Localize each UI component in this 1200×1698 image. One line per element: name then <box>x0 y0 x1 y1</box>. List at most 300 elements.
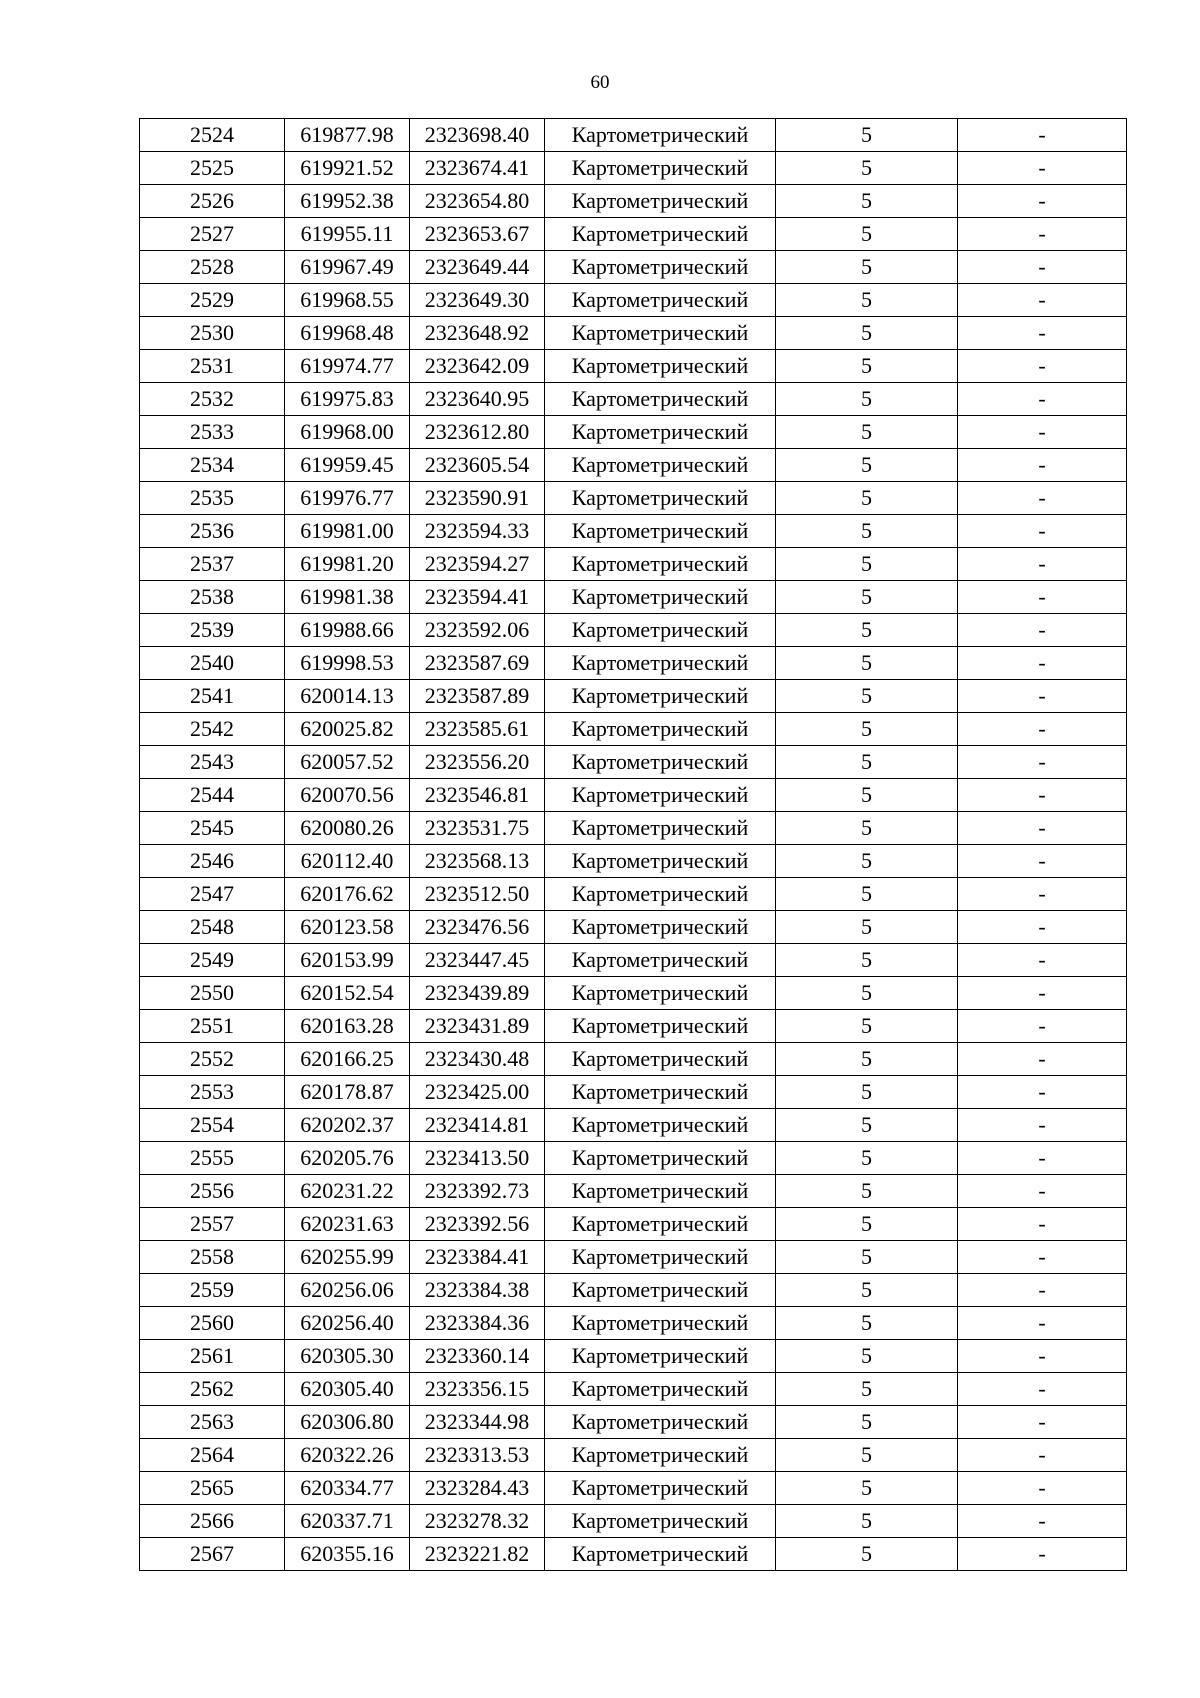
method-cell: Картометрический <box>545 119 776 152</box>
accuracy-cell: 5 <box>776 614 958 647</box>
accuracy-cell: 5 <box>776 713 958 746</box>
x-coordinate-cell: 620256.06 <box>285 1274 410 1307</box>
y-coordinate-cell: 2323642.09 <box>410 350 545 383</box>
x-coordinate-cell: 620202.37 <box>285 1109 410 1142</box>
note-cell: - <box>958 614 1127 647</box>
point-number-cell: 2559 <box>140 1274 285 1307</box>
y-coordinate-cell: 2323640.95 <box>410 383 545 416</box>
x-coordinate-cell: 619975.83 <box>285 383 410 416</box>
method-cell: Картометрический <box>545 1109 776 1142</box>
method-cell: Картометрический <box>545 1208 776 1241</box>
y-coordinate-cell: 2323531.75 <box>410 812 545 845</box>
accuracy-cell: 5 <box>776 1505 958 1538</box>
point-number-cell: 2563 <box>140 1406 285 1439</box>
x-coordinate-cell: 619968.00 <box>285 416 410 449</box>
accuracy-cell: 5 <box>776 251 958 284</box>
y-coordinate-cell: 2323654.80 <box>410 185 545 218</box>
point-number-cell: 2545 <box>140 812 285 845</box>
x-coordinate-cell: 620205.76 <box>285 1142 410 1175</box>
y-coordinate-cell: 2323594.27 <box>410 548 545 581</box>
point-number-cell: 2564 <box>140 1439 285 1472</box>
accuracy-cell: 5 <box>776 779 958 812</box>
table-row <box>140 152 1127 185</box>
x-coordinate-cell: 620014.13 <box>285 680 410 713</box>
coordinates-table <box>139 118 1127 1571</box>
accuracy-cell: 5 <box>776 1043 958 1076</box>
method-cell: Картометрический <box>545 1241 776 1274</box>
table-row <box>140 482 1127 515</box>
table-row <box>140 812 1127 845</box>
method-cell: Картометрический <box>545 944 776 977</box>
note-cell: - <box>958 1274 1127 1307</box>
accuracy-cell: 5 <box>776 1010 958 1043</box>
x-coordinate-cell: 619976.77 <box>285 482 410 515</box>
method-cell: Картометрический <box>545 779 776 812</box>
note-cell: - <box>958 1142 1127 1175</box>
x-coordinate-cell: 620305.30 <box>285 1340 410 1373</box>
note-cell: - <box>958 812 1127 845</box>
note-cell: - <box>958 1109 1127 1142</box>
y-coordinate-cell: 2323414.81 <box>410 1109 545 1142</box>
table-row <box>140 185 1127 218</box>
x-coordinate-cell: 620080.26 <box>285 812 410 845</box>
x-coordinate-cell: 620322.26 <box>285 1439 410 1472</box>
x-coordinate-cell: 620112.40 <box>285 845 410 878</box>
x-coordinate-cell: 619877.98 <box>285 119 410 152</box>
point-number-cell: 2552 <box>140 1043 285 1076</box>
note-cell: - <box>958 1538 1127 1571</box>
table-row <box>140 1043 1127 1076</box>
x-coordinate-cell: 620256.40 <box>285 1307 410 1340</box>
accuracy-cell: 5 <box>776 482 958 515</box>
accuracy-cell: 5 <box>776 1076 958 1109</box>
note-cell: - <box>958 680 1127 713</box>
accuracy-cell: 5 <box>776 944 958 977</box>
x-coordinate-cell: 620255.99 <box>285 1241 410 1274</box>
x-coordinate-cell: 619959.45 <box>285 449 410 482</box>
table-row <box>140 1241 1127 1274</box>
x-coordinate-cell: 619981.00 <box>285 515 410 548</box>
table-row <box>140 1439 1127 1472</box>
x-coordinate-cell: 620070.56 <box>285 779 410 812</box>
note-cell: - <box>958 416 1127 449</box>
y-coordinate-cell: 2323568.13 <box>410 845 545 878</box>
method-cell: Картометрический <box>545 1076 776 1109</box>
point-number-cell: 2543 <box>140 746 285 779</box>
note-cell: - <box>958 1208 1127 1241</box>
y-coordinate-cell: 2323556.20 <box>410 746 545 779</box>
y-coordinate-cell: 2323278.32 <box>410 1505 545 1538</box>
point-number-cell: 2527 <box>140 218 285 251</box>
table-row <box>140 251 1127 284</box>
method-cell: Картометрический <box>545 383 776 416</box>
method-cell: Картометрический <box>545 482 776 515</box>
accuracy-cell: 5 <box>776 1340 958 1373</box>
y-coordinate-cell: 2323384.38 <box>410 1274 545 1307</box>
table-row <box>140 284 1127 317</box>
y-coordinate-cell: 2323431.89 <box>410 1010 545 1043</box>
y-coordinate-cell: 2323674.41 <box>410 152 545 185</box>
point-number-cell: 2536 <box>140 515 285 548</box>
accuracy-cell: 5 <box>776 1307 958 1340</box>
y-coordinate-cell: 2323430.48 <box>410 1043 545 1076</box>
point-number-cell: 2533 <box>140 416 285 449</box>
note-cell: - <box>958 185 1127 218</box>
note-cell: - <box>958 317 1127 350</box>
table-row <box>140 680 1127 713</box>
x-coordinate-cell: 620057.52 <box>285 746 410 779</box>
table-row <box>140 317 1127 350</box>
table-row <box>140 614 1127 647</box>
table-row <box>140 1109 1127 1142</box>
point-number-cell: 2542 <box>140 713 285 746</box>
method-cell: Картометрический <box>545 251 776 284</box>
note-cell: - <box>958 779 1127 812</box>
y-coordinate-cell: 2323585.61 <box>410 713 545 746</box>
note-cell: - <box>958 911 1127 944</box>
method-cell: Картометрический <box>545 911 776 944</box>
table-row <box>140 1538 1127 1571</box>
table-row <box>140 581 1127 614</box>
point-number-cell: 2531 <box>140 350 285 383</box>
note-cell: - <box>958 944 1127 977</box>
point-number-cell: 2558 <box>140 1241 285 1274</box>
point-number-cell: 2529 <box>140 284 285 317</box>
point-number-cell: 2557 <box>140 1208 285 1241</box>
table-row <box>140 845 1127 878</box>
table-row <box>140 1340 1127 1373</box>
y-coordinate-cell: 2323392.56 <box>410 1208 545 1241</box>
note-cell: - <box>958 482 1127 515</box>
point-number-cell: 2556 <box>140 1175 285 1208</box>
note-cell: - <box>958 581 1127 614</box>
y-coordinate-cell: 2323698.40 <box>410 119 545 152</box>
y-coordinate-cell: 2323587.89 <box>410 680 545 713</box>
y-coordinate-cell: 2323648.92 <box>410 317 545 350</box>
method-cell: Картометрический <box>545 614 776 647</box>
table-row <box>140 548 1127 581</box>
point-number-cell: 2562 <box>140 1373 285 1406</box>
point-number-cell: 2551 <box>140 1010 285 1043</box>
accuracy-cell: 5 <box>776 449 958 482</box>
y-coordinate-cell: 2323512.50 <box>410 878 545 911</box>
y-coordinate-cell: 2323356.15 <box>410 1373 545 1406</box>
page-number: 60 <box>590 72 610 93</box>
point-number-cell: 2547 <box>140 878 285 911</box>
note-cell: - <box>958 284 1127 317</box>
accuracy-cell: 5 <box>776 1241 958 1274</box>
y-coordinate-cell: 2323392.73 <box>410 1175 545 1208</box>
accuracy-cell: 5 <box>776 581 958 614</box>
note-cell: - <box>958 845 1127 878</box>
accuracy-cell: 5 <box>776 977 958 1010</box>
x-coordinate-cell: 619968.55 <box>285 284 410 317</box>
y-coordinate-cell: 2323605.54 <box>410 449 545 482</box>
note-cell: - <box>958 1076 1127 1109</box>
method-cell: Картометрический <box>545 1472 776 1505</box>
accuracy-cell: 5 <box>776 515 958 548</box>
method-cell: Картометрический <box>545 713 776 746</box>
method-cell: Картометрический <box>545 581 776 614</box>
method-cell: Картометрический <box>545 746 776 779</box>
table-row <box>140 1307 1127 1340</box>
point-number-cell: 2548 <box>140 911 285 944</box>
table-row <box>140 944 1127 977</box>
method-cell: Картометрический <box>545 647 776 680</box>
y-coordinate-cell: 2323360.14 <box>410 1340 545 1373</box>
note-cell: - <box>958 1406 1127 1439</box>
method-cell: Картометрический <box>545 1439 776 1472</box>
x-coordinate-cell: 620152.54 <box>285 977 410 1010</box>
x-coordinate-cell: 620355.16 <box>285 1538 410 1571</box>
note-cell: - <box>958 1505 1127 1538</box>
note-cell: - <box>958 218 1127 251</box>
accuracy-cell: 5 <box>776 1472 958 1505</box>
accuracy-cell: 5 <box>776 1373 958 1406</box>
accuracy-cell: 5 <box>776 878 958 911</box>
method-cell: Картометрический <box>545 1538 776 1571</box>
method-cell: Картометрический <box>545 350 776 383</box>
table-row <box>140 1373 1127 1406</box>
note-cell: - <box>958 515 1127 548</box>
accuracy-cell: 5 <box>776 1439 958 1472</box>
point-number-cell: 2540 <box>140 647 285 680</box>
accuracy-cell: 5 <box>776 152 958 185</box>
table-row <box>140 713 1127 746</box>
point-number-cell: 2532 <box>140 383 285 416</box>
point-number-cell: 2566 <box>140 1505 285 1538</box>
note-cell: - <box>958 1241 1127 1274</box>
table-row <box>140 911 1127 944</box>
note-cell: - <box>958 1175 1127 1208</box>
method-cell: Картометрический <box>545 284 776 317</box>
y-coordinate-cell: 2323425.00 <box>410 1076 545 1109</box>
point-number-cell: 2550 <box>140 977 285 1010</box>
note-cell: - <box>958 251 1127 284</box>
point-number-cell: 2549 <box>140 944 285 977</box>
coordinates-table-body <box>140 119 1127 1571</box>
method-cell: Картометрический <box>545 548 776 581</box>
y-coordinate-cell: 2323413.50 <box>410 1142 545 1175</box>
note-cell: - <box>958 1373 1127 1406</box>
y-coordinate-cell: 2323284.43 <box>410 1472 545 1505</box>
method-cell: Картометрический <box>545 1505 776 1538</box>
method-cell: Картометрический <box>545 1175 776 1208</box>
table-row <box>140 218 1127 251</box>
table-row <box>140 647 1127 680</box>
x-coordinate-cell: 620231.22 <box>285 1175 410 1208</box>
accuracy-cell: 5 <box>776 1208 958 1241</box>
method-cell: Картометрический <box>545 185 776 218</box>
x-coordinate-cell: 619952.38 <box>285 185 410 218</box>
note-cell: - <box>958 647 1127 680</box>
note-cell: - <box>958 1472 1127 1505</box>
table-row <box>140 1175 1127 1208</box>
accuracy-cell: 5 <box>776 284 958 317</box>
table-row <box>140 1472 1127 1505</box>
accuracy-cell: 5 <box>776 1406 958 1439</box>
point-number-cell: 2537 <box>140 548 285 581</box>
point-number-cell: 2535 <box>140 482 285 515</box>
method-cell: Картометрический <box>545 152 776 185</box>
method-cell: Картометрический <box>545 416 776 449</box>
y-coordinate-cell: 2323384.36 <box>410 1307 545 1340</box>
point-number-cell: 2555 <box>140 1142 285 1175</box>
point-number-cell: 2528 <box>140 251 285 284</box>
table-row <box>140 1274 1127 1307</box>
method-cell: Картометрический <box>545 977 776 1010</box>
y-coordinate-cell: 2323546.81 <box>410 779 545 812</box>
y-coordinate-cell: 2323313.53 <box>410 1439 545 1472</box>
table-row <box>140 1076 1127 1109</box>
x-coordinate-cell: 620231.63 <box>285 1208 410 1241</box>
x-coordinate-cell: 620178.87 <box>285 1076 410 1109</box>
x-coordinate-cell: 620176.62 <box>285 878 410 911</box>
point-number-cell: 2561 <box>140 1340 285 1373</box>
point-number-cell: 2539 <box>140 614 285 647</box>
table-row <box>140 119 1127 152</box>
note-cell: - <box>958 746 1127 779</box>
accuracy-cell: 5 <box>776 647 958 680</box>
method-cell: Картометрический <box>545 878 776 911</box>
point-number-cell: 2546 <box>140 845 285 878</box>
table-row <box>140 1505 1127 1538</box>
x-coordinate-cell: 620305.40 <box>285 1373 410 1406</box>
point-number-cell: 2560 <box>140 1307 285 1340</box>
note-cell: - <box>958 449 1127 482</box>
accuracy-cell: 5 <box>776 350 958 383</box>
note-cell: - <box>958 119 1127 152</box>
note-cell: - <box>958 1043 1127 1076</box>
accuracy-cell: 5 <box>776 680 958 713</box>
x-coordinate-cell: 620025.82 <box>285 713 410 746</box>
note-cell: - <box>958 878 1127 911</box>
x-coordinate-cell: 619921.52 <box>285 152 410 185</box>
method-cell: Картометрический <box>545 1142 776 1175</box>
y-coordinate-cell: 2323612.80 <box>410 416 545 449</box>
accuracy-cell: 5 <box>776 746 958 779</box>
point-number-cell: 2534 <box>140 449 285 482</box>
table-row <box>140 1142 1127 1175</box>
point-number-cell: 2567 <box>140 1538 285 1571</box>
accuracy-cell: 5 <box>776 812 958 845</box>
point-number-cell: 2565 <box>140 1472 285 1505</box>
note-cell: - <box>958 383 1127 416</box>
x-coordinate-cell: 620166.25 <box>285 1043 410 1076</box>
method-cell: Картометрический <box>545 1010 776 1043</box>
note-cell: - <box>958 977 1127 1010</box>
x-coordinate-cell: 619988.66 <box>285 614 410 647</box>
accuracy-cell: 5 <box>776 1175 958 1208</box>
accuracy-cell: 5 <box>776 911 958 944</box>
y-coordinate-cell: 2323649.44 <box>410 251 545 284</box>
y-coordinate-cell: 2323447.45 <box>410 944 545 977</box>
accuracy-cell: 5 <box>776 548 958 581</box>
x-coordinate-cell: 619967.49 <box>285 251 410 284</box>
note-cell: - <box>958 1340 1127 1373</box>
table-row <box>140 1208 1127 1241</box>
y-coordinate-cell: 2323221.82 <box>410 1538 545 1571</box>
table-row <box>140 1010 1127 1043</box>
table-row <box>140 350 1127 383</box>
note-cell: - <box>958 1439 1127 1472</box>
note-cell: - <box>958 548 1127 581</box>
x-coordinate-cell: 619955.11 <box>285 218 410 251</box>
accuracy-cell: 5 <box>776 317 958 350</box>
accuracy-cell: 5 <box>776 119 958 152</box>
note-cell: - <box>958 1307 1127 1340</box>
note-cell: - <box>958 152 1127 185</box>
note-cell: - <box>958 350 1127 383</box>
accuracy-cell: 5 <box>776 845 958 878</box>
method-cell: Картометрический <box>545 1307 776 1340</box>
method-cell: Картометрический <box>545 449 776 482</box>
x-coordinate-cell: 620163.28 <box>285 1010 410 1043</box>
y-coordinate-cell: 2323649.30 <box>410 284 545 317</box>
x-coordinate-cell: 620334.77 <box>285 1472 410 1505</box>
method-cell: Картометрический <box>545 218 776 251</box>
table-row <box>140 779 1127 812</box>
y-coordinate-cell: 2323384.41 <box>410 1241 545 1274</box>
x-coordinate-cell: 619968.48 <box>285 317 410 350</box>
method-cell: Картометрический <box>545 1274 776 1307</box>
point-number-cell: 2525 <box>140 152 285 185</box>
point-number-cell: 2544 <box>140 779 285 812</box>
point-number-cell: 2553 <box>140 1076 285 1109</box>
method-cell: Картометрический <box>545 1340 776 1373</box>
point-number-cell: 2538 <box>140 581 285 614</box>
accuracy-cell: 5 <box>776 416 958 449</box>
y-coordinate-cell: 2323344.98 <box>410 1406 545 1439</box>
point-number-cell: 2526 <box>140 185 285 218</box>
point-number-cell: 2524 <box>140 119 285 152</box>
table-row <box>140 1406 1127 1439</box>
y-coordinate-cell: 2323592.06 <box>410 614 545 647</box>
note-cell: - <box>958 713 1127 746</box>
point-number-cell: 2541 <box>140 680 285 713</box>
accuracy-cell: 5 <box>776 185 958 218</box>
method-cell: Картометрический <box>545 515 776 548</box>
y-coordinate-cell: 2323594.33 <box>410 515 545 548</box>
y-coordinate-cell: 2323476.56 <box>410 911 545 944</box>
table-row <box>140 449 1127 482</box>
y-coordinate-cell: 2323594.41 <box>410 581 545 614</box>
method-cell: Картометрический <box>545 1373 776 1406</box>
x-coordinate-cell: 620337.71 <box>285 1505 410 1538</box>
accuracy-cell: 5 <box>776 1109 958 1142</box>
x-coordinate-cell: 620306.80 <box>285 1406 410 1439</box>
accuracy-cell: 5 <box>776 1538 958 1571</box>
method-cell: Картометрический <box>545 1043 776 1076</box>
x-coordinate-cell: 620123.58 <box>285 911 410 944</box>
point-number-cell: 2530 <box>140 317 285 350</box>
table-row <box>140 383 1127 416</box>
y-coordinate-cell: 2323590.91 <box>410 482 545 515</box>
method-cell: Картометрический <box>545 845 776 878</box>
y-coordinate-cell: 2323653.67 <box>410 218 545 251</box>
x-coordinate-cell: 619998.53 <box>285 647 410 680</box>
x-coordinate-cell: 619981.20 <box>285 548 410 581</box>
method-cell: Картометрический <box>545 1406 776 1439</box>
table-row <box>140 515 1127 548</box>
table-row <box>140 746 1127 779</box>
accuracy-cell: 5 <box>776 383 958 416</box>
table-row <box>140 878 1127 911</box>
note-cell: - <box>958 1010 1127 1043</box>
x-coordinate-cell: 619981.38 <box>285 581 410 614</box>
table-row <box>140 416 1127 449</box>
method-cell: Картометрический <box>545 317 776 350</box>
